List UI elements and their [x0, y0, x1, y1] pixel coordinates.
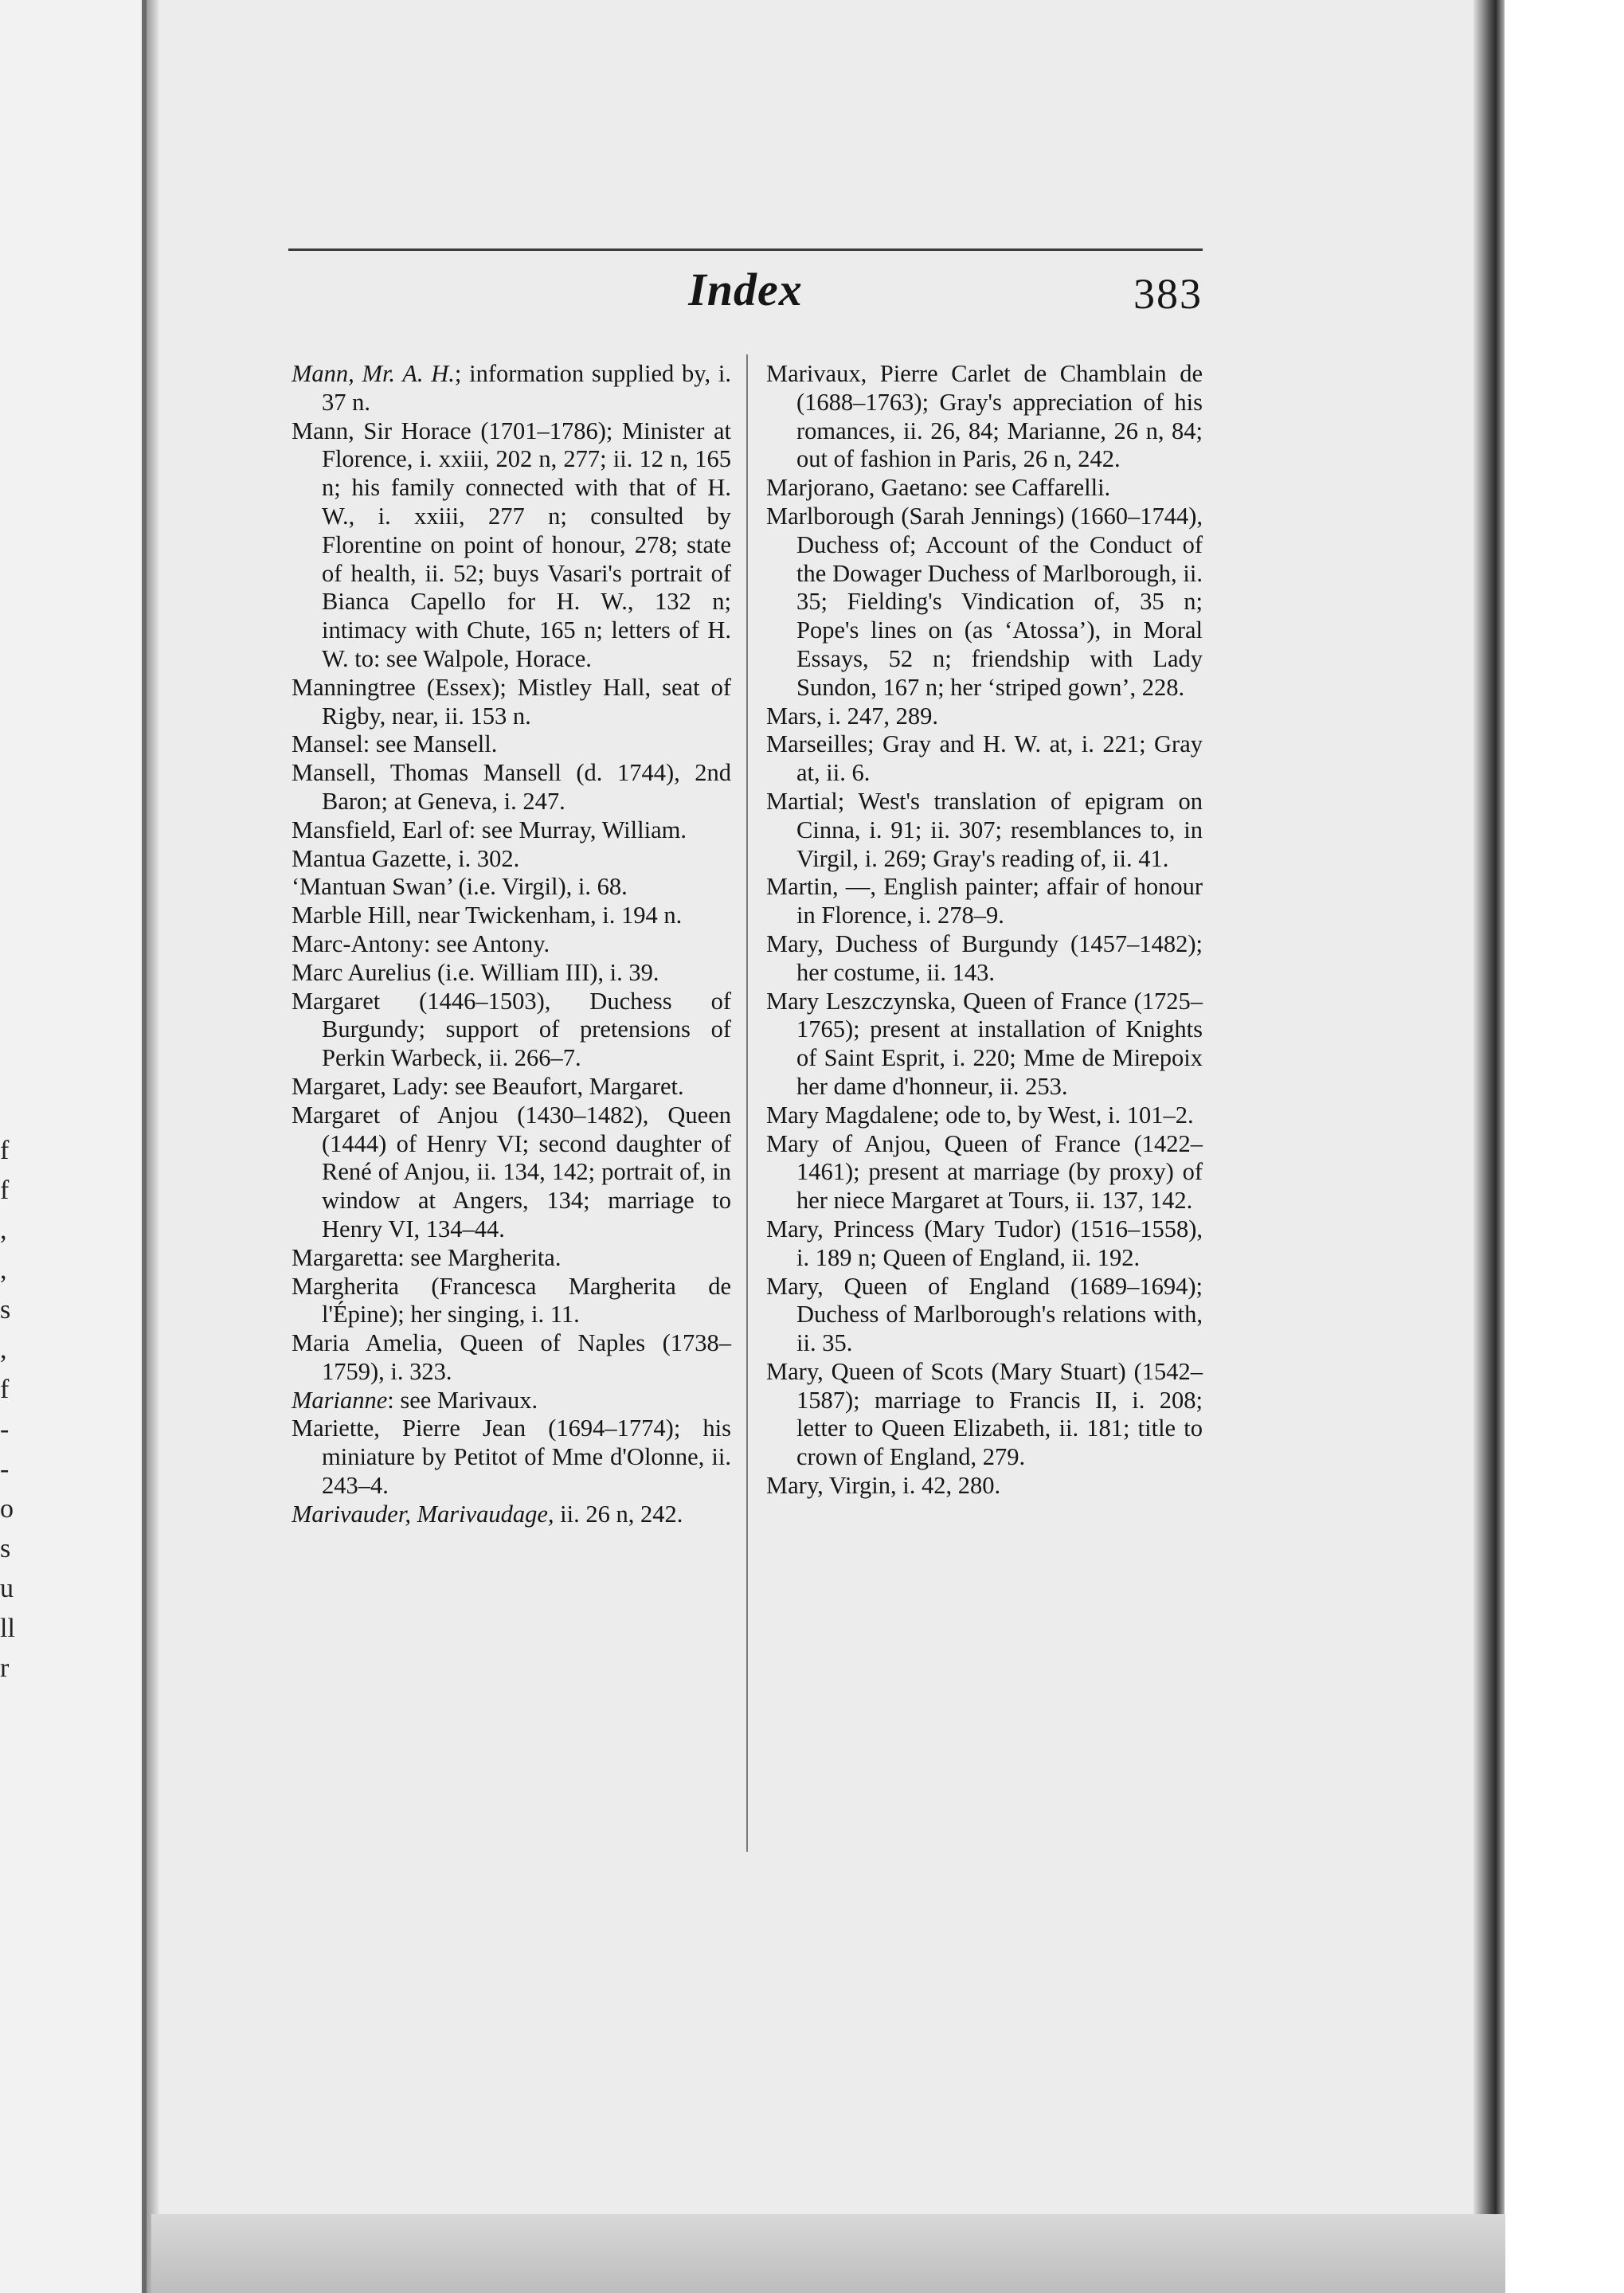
fragment-letter: - [0, 1454, 10, 1484]
index-entry-text: Martial; West's translation of epigram on Cinna, i. 91; ii. 307; resemblances to, in Virgil, i. 269; Gray's reading of, ii. 41. [766, 787, 1203, 872]
index-entry [766, 1472, 1203, 1501]
index-entry [292, 1501, 731, 1529]
index-entry [766, 1102, 1203, 1130]
index-entry-text: Mary Magdalene; ode to, by West, i. 101–2. [766, 1101, 1194, 1129]
index-entry [292, 1387, 731, 1415]
index-entry-text: ii. 26 n, 242. [554, 1500, 683, 1528]
index-entry [292, 959, 731, 988]
fragment-letter: , [0, 1215, 7, 1245]
index-entry-text: Marc-Antony: see Antony. [292, 929, 550, 957]
fragment-letter: , [0, 1255, 7, 1285]
index-entry [766, 1130, 1203, 1215]
fragment-letter: r [0, 1653, 10, 1683]
index-entry-text: Mary of Anjou, Queen of France (1422–1461); present at marriage (by proxy) of her niece Margaret at Tours, ii. 137, 142. [766, 1129, 1203, 1215]
fragment-letter: ll [0, 1614, 15, 1643]
index-entry-text: Mary, Princess (Mary Tudor) (1516–1558), i. 189 n; Queen of England, ii. 192. [766, 1215, 1203, 1271]
index-entry-text: ‘Mantuan Swan’ (i.e. Virgil), i. 68. [292, 873, 628, 901]
facing-page-edge [0, 0, 147, 2293]
fragment-letter: s [0, 1534, 11, 1563]
index-entry [292, 1244, 731, 1273]
index-entry-text: Mansfield, Earl of: see Murray, William. [292, 816, 687, 843]
index-entry [292, 417, 731, 674]
index-entry [766, 788, 1203, 873]
fragment-letter: f [0, 1375, 10, 1404]
index-entry-text: ; information supplied by, i. 37 n. [322, 360, 731, 416]
index-entry [292, 930, 731, 959]
index-entry [292, 816, 731, 845]
index-entry-italic: Marivauder, Marivaudage, [292, 1500, 554, 1528]
fragment-letter: o [0, 1494, 14, 1524]
index-entry-text: Margherita (Francesca Margherita de l'Épine); her singing, i. 11. [292, 1272, 731, 1328]
gutter-shadow [147, 0, 159, 2293]
index-entry-text: Marc Aurelius (i.e. William III), i. 39. [292, 958, 659, 986]
index-entry-text: Margaret, Lady: see Beaufort, Margaret. [292, 1072, 684, 1100]
index-entry-text: Maria Amelia, Queen of Naples (1738–1759), i. 323. [292, 1329, 731, 1385]
index-entry-text: Mantua Gazette, i. 302. [292, 844, 520, 872]
index-entry [292, 360, 731, 417]
index-entry-text: Mariette, Pierre Jean (1694–1774); his miniature by Petitot of Mme d'Olonne, ii. 243–4. [292, 1415, 731, 1500]
index-entry [766, 360, 1203, 474]
facing-page-fragment [0, 1131, 32, 1688]
index-entry-text: Marjorano, Gaetano: see Caffarelli. [766, 474, 1111, 502]
right-page-edge [1473, 0, 1505, 2293]
index-entry-text: Mary, Virgin, i. 42, 280. [766, 1472, 1001, 1500]
index-entry [766, 702, 1203, 731]
fragment-letter: - [0, 1415, 10, 1444]
index-column-left [292, 360, 731, 1529]
index-entry [292, 873, 731, 902]
index-entry [292, 730, 731, 759]
index-entry-text: Mansel: see Mansell. [292, 730, 498, 758]
index-entry [766, 873, 1203, 930]
header-rule [288, 248, 1203, 251]
index-entry-italic: Marianne [292, 1386, 388, 1414]
index-entry [292, 1102, 731, 1244]
index-entry-text: Mary, Queen of England (1689–1694); Duchess of Marlborough's relations with, ii. 35. [766, 1272, 1203, 1357]
index-entry [766, 474, 1203, 503]
index-entry [292, 1273, 731, 1330]
scan-background [1505, 0, 1624, 2293]
index-entry-text: Marivaux, Pierre Carlet de Chamblain de (1688–1763); Gray's appreciation of his romances, ii. 26, 84; Marianne, 26 n, 84; out of fashion in Paris, 26 n, 242. [766, 360, 1203, 473]
index-entry-text: Mary, Queen of Scots (Mary Stuart) (1542–1587); marriage to Francis II, i. 208; letter to Queen Elizabeth, ii. 181; title to crown of England, 279. [766, 1357, 1203, 1471]
index-entry [766, 1215, 1203, 1273]
index-entry-text: Mary Leszczynska, Queen of France (1725–1765); present at installation of Knights of Saint Esprit, i. 220; Mme de Mirepoix her dame d'honneur, ii. 253. [766, 987, 1203, 1100]
fragment-letter: f [0, 1136, 10, 1165]
index-entry [766, 730, 1203, 788]
page-title: Index [688, 264, 803, 315]
index-entry [292, 759, 731, 816]
index-entry [292, 988, 731, 1073]
index-entry-italic: Mann, Mr. A. H. [292, 360, 455, 387]
bottom-page-edge [151, 2214, 1505, 2293]
fragment-letter: u [0, 1574, 14, 1603]
index-entry-text: Mary, Duchess of Burgundy (1457–1482); her costume, ii. 143. [766, 929, 1203, 986]
index-entry-text: Mars, i. 247, 289. [766, 702, 939, 730]
index-entry [766, 1358, 1203, 1472]
index-entry-text: Marlborough (Sarah Jennings) (1660–1744), Duchess of; Account of the Conduct of the Dowager Duchess of Marlborough, ii. 35; Fielding's Vindication of, 35 n; Pope's lines on (as ‘Atossa’), in Moral Essays, 52 n; friendship with Lady Sundon, 167 n; her ‘striped gown’, 228. [766, 502, 1203, 701]
column-divider [746, 354, 748, 1852]
index-entry-text: Marseilles; Gray and H. W. at, i. 221; Gray at, ii. 6. [766, 730, 1203, 787]
index-entry-text: Mann, Sir Horace (1701–1786); Minister at Florence, i. xxiii, 202 n, 277; ii. 12 n, 165 n; his family connected with that of H. W., i. xxiii, 277 n; consulted by Florentine on point of honour, 278; state of health, ii. 52; buys Vasari's portrait of Bianca Capello for H. W., 132 n; intimacy with Chute, 165 n; letters of H. W. to: see Walpole, Horace. [292, 417, 731, 672]
index-entry [292, 902, 731, 930]
index-entry-text: Marble Hill, near Twickenham, i. 194 n. [292, 902, 683, 929]
page-number: 383 [1133, 270, 1203, 318]
index-entry-text: Martin, —, English painter; affair of honour in Florence, i. 278–9. [766, 873, 1203, 929]
fragment-letter: f [0, 1176, 10, 1205]
index-entry [292, 1415, 731, 1500]
index-entry [292, 1073, 731, 1102]
index-entry [292, 845, 731, 874]
index-entry-text: Manningtree (Essex); Mistley Hall, seat of Rigby, near, ii. 153 n. [292, 673, 731, 730]
index-entry [292, 674, 731, 731]
index-column-right [766, 360, 1203, 1501]
index-entry [766, 1273, 1203, 1358]
index-entry [292, 1329, 731, 1387]
index-entry [766, 988, 1203, 1102]
fragment-letter: s [0, 1295, 11, 1325]
index-entry-text: : see Marivaux. [387, 1386, 538, 1414]
running-head [288, 263, 1203, 327]
index-entry-text: Mansell, Thomas Mansell (d. 1744), 2nd Baron; at Geneva, i. 247. [292, 759, 731, 815]
fragment-letter: , [0, 1335, 7, 1364]
index-entry [766, 930, 1203, 988]
index-entry-text: Margaret (1446–1503), Duchess of Burgundy; support of pretensions of Perkin Warbeck, ii. 266–7. [292, 987, 731, 1072]
index-entry-text: Margaret of Anjou (1430–1482), Queen (1444) of Henry VI; second daughter of René of Anjou, ii. 134, 142; portrait of, in window at Angers, 134; marriage to Henry VI, 134–44. [292, 1101, 731, 1242]
index-entry-text: Margaretta: see Margherita. [292, 1243, 562, 1271]
index-entry [766, 503, 1203, 702]
